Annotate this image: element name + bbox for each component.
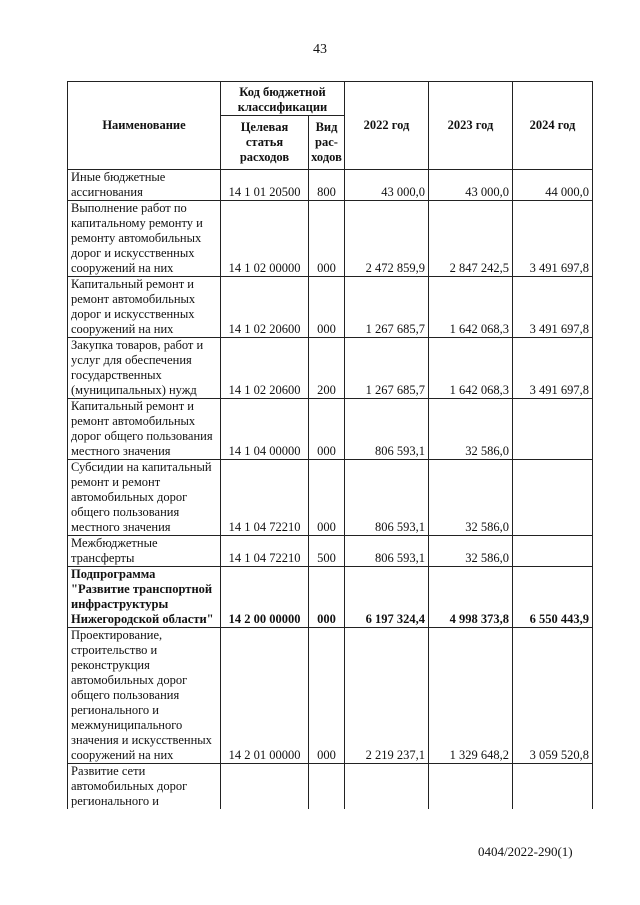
- row-expense-kind: 200: [309, 338, 345, 399]
- table-row: [68, 201, 593, 277]
- row-value-2023: 32 586,0: [429, 399, 513, 460]
- table-row: [68, 567, 593, 628]
- row-target-code: 14 1 01 20500: [221, 170, 309, 201]
- table-row: [68, 399, 593, 460]
- row-value-2024: 44 000,0: [513, 170, 593, 201]
- row-expense-kind: 000: [309, 567, 345, 628]
- row-value-2022: [345, 764, 429, 810]
- row-name: Выполнение работ по капитальному ремонту и ремонту автомобильных дорог и искусственных сооружений на них: [68, 201, 221, 277]
- row-value-2022: 1 267 685,7: [345, 338, 429, 399]
- row-expense-kind: 000: [309, 399, 345, 460]
- row-value-2022: 2 472 859,9: [345, 201, 429, 277]
- row-value-2022: 43 000,0: [345, 170, 429, 201]
- table-row: [68, 536, 593, 567]
- row-target-code: 14 1 04 72210: [221, 460, 309, 536]
- row-value-2023: 32 586,0: [429, 460, 513, 536]
- row-value-2024: 6 550 443,9: [513, 567, 593, 628]
- budget-table: [67, 81, 593, 809]
- row-name: Подпрограмма "Развитие транспортной инфраструктуры Нижегородской области": [68, 567, 221, 628]
- row-target-code: 14 2 00 00000: [221, 567, 309, 628]
- row-value-2024: [513, 764, 593, 810]
- row-target-code: 14 1 02 20600: [221, 338, 309, 399]
- row-value-2024: 3 491 697,8: [513, 201, 593, 277]
- header-2023: 2023 год: [429, 82, 513, 170]
- row-target-code: 14 1 04 00000: [221, 399, 309, 460]
- row-value-2023: 1 642 068,3: [429, 277, 513, 338]
- row-value-2022: 2 219 237,1: [345, 628, 429, 764]
- header-2024: 2024 год: [513, 82, 593, 170]
- header-kind: Вид рас-ходов: [309, 116, 345, 170]
- row-value-2024: 3 491 697,8: [513, 338, 593, 399]
- row-expense-kind: 000: [309, 460, 345, 536]
- header-code-group: Код бюджетной классификации: [221, 82, 345, 116]
- row-expense-kind: 000: [309, 628, 345, 764]
- table-row: [68, 460, 593, 536]
- row-target-code: 14 1 04 72210: [221, 536, 309, 567]
- document-id: 0404/2022-290(1): [478, 844, 573, 859]
- header-2022: 2022 год: [345, 82, 429, 170]
- row-name: Межбюджетные трансферты: [68, 536, 221, 567]
- table-row: [68, 338, 593, 399]
- header-name: Наименование: [68, 82, 221, 170]
- page-number: 43: [313, 42, 327, 57]
- row-value-2023: 43 000,0: [429, 170, 513, 201]
- row-value-2023: 1 329 648,2: [429, 628, 513, 764]
- row-expense-kind: 500: [309, 536, 345, 567]
- table-body: [68, 170, 593, 810]
- row-name: Капитальный ремонт и ремонт автомобильных дорог и искусственных сооружений на них: [68, 277, 221, 338]
- row-value-2023: 4 998 373,8: [429, 567, 513, 628]
- row-value-2024: [513, 399, 593, 460]
- row-value-2022: 806 593,1: [345, 399, 429, 460]
- row-name: Капитальный ремонт и ремонт автомобильных дорог общего пользования местного значения: [68, 399, 221, 460]
- row-target-code: 14 1 02 20600: [221, 277, 309, 338]
- row-value-2023: 32 586,0: [429, 536, 513, 567]
- table-row: [68, 277, 593, 338]
- row-expense-kind: 800: [309, 170, 345, 201]
- row-name: Закупка товаров, работ и услуг для обеспечения государственных (муниципальных) нужд: [68, 338, 221, 399]
- row-value-2022: 6 197 324,4: [345, 567, 429, 628]
- row-value-2024: [513, 460, 593, 536]
- row-value-2024: 3 491 697,8: [513, 277, 593, 338]
- row-expense-kind: [309, 764, 345, 810]
- table-row: [68, 170, 593, 201]
- table-row: [68, 628, 593, 764]
- row-expense-kind: 000: [309, 277, 345, 338]
- row-target-code: [221, 764, 309, 810]
- row-name: Проектирование, строительство и реконструкция автомобильных дорог общего пользования регионального и межмуниципального значения и искусственных сооружений на них: [68, 628, 221, 764]
- header-target: Целевая статья расходов: [221, 116, 309, 170]
- row-expense-kind: 000: [309, 201, 345, 277]
- row-value-2022: 806 593,1: [345, 536, 429, 567]
- row-value-2023: 2 847 242,5: [429, 201, 513, 277]
- row-target-code: 14 2 01 00000: [221, 628, 309, 764]
- row-value-2024: 3 059 520,8: [513, 628, 593, 764]
- row-name: Иные бюджетные ассигнования: [68, 170, 221, 201]
- row-value-2022: 806 593,1: [345, 460, 429, 536]
- row-name: Субсидии на капитальный ремонт и ремонт автомобильных дорог общего пользования местного значения: [68, 460, 221, 536]
- row-value-2023: [429, 764, 513, 810]
- row-value-2022: 1 267 685,7: [345, 277, 429, 338]
- row-value-2023: 1 642 068,3: [429, 338, 513, 399]
- row-target-code: 14 1 02 00000: [221, 201, 309, 277]
- row-name: Развитие сети автомобильных дорог регионального и: [68, 764, 221, 810]
- table-row: [68, 764, 593, 810]
- row-value-2024: [513, 536, 593, 567]
